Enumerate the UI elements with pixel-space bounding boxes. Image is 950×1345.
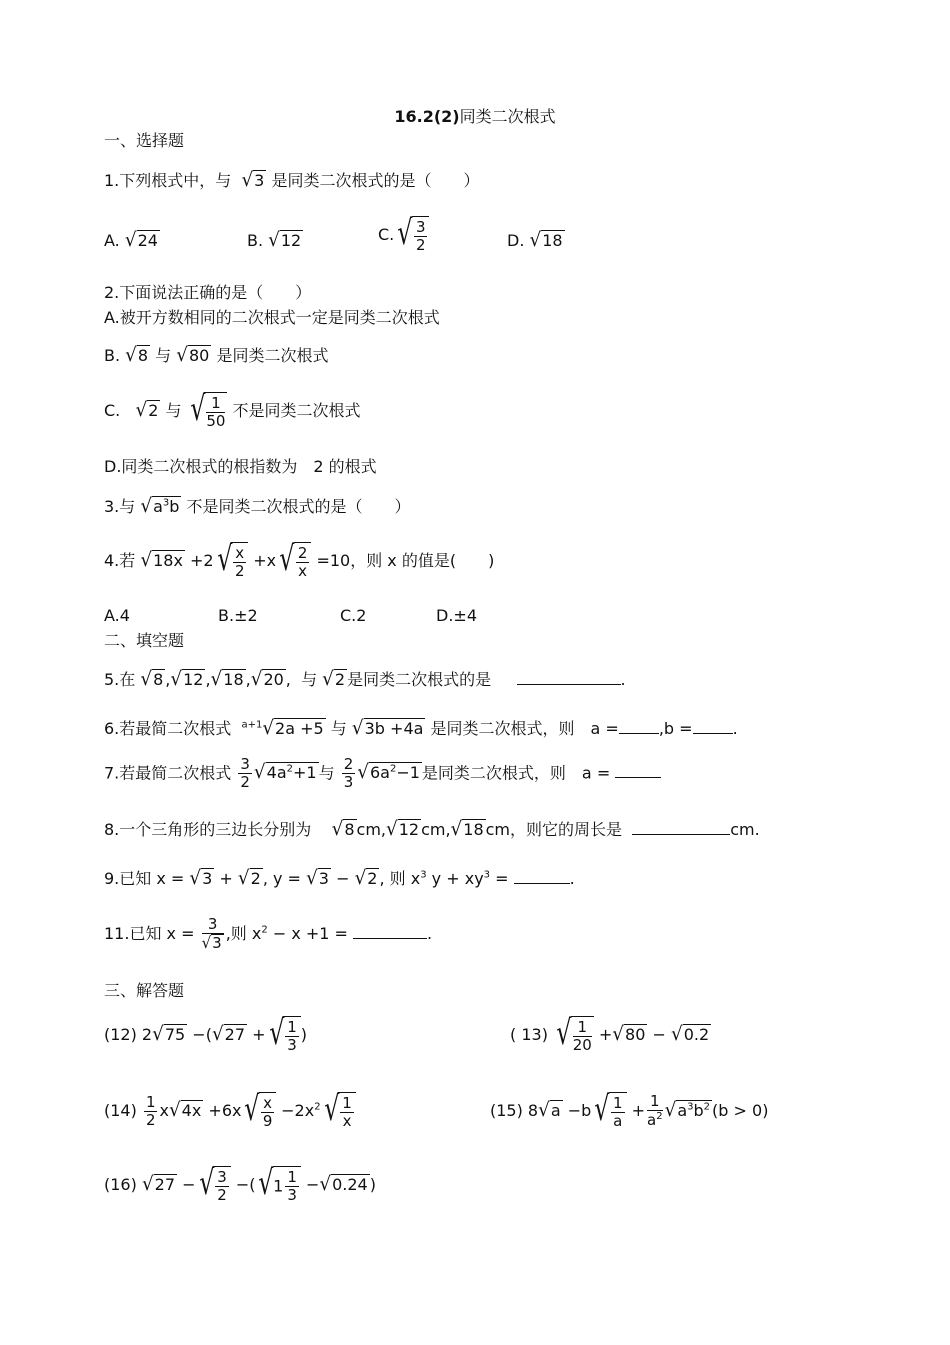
question-4: 4.若 √18x +2 √ $\frac{x}{2}$ +x √ $\frac{2}{x}$ =10，则 x 的值是( ) [104,539,495,581]
section-heading-fill: 二、填空题 [104,631,185,650]
q9-answer-blank[interactable] [514,871,570,884]
q7-answer-blank[interactable] [615,765,661,778]
question-8: 8.一个三角形的三边长分别为 √8 cm,√12 cm,√18 cm，则它的周长是 cm. [104,818,760,841]
question-7: 7.若最简二次根式 $\frac{3}{2}$ $√4a^2+1$ 与 $\frac{2}{3}$ $√6a^2-1$ 是同类二次根式，则 a = [104,756,661,792]
q2-option-a[interactable]: A.被开方数相同的二次根式一定是同类二次根式 [104,308,440,327]
question-9: 9.已知 x = √3 + √2 , y = √3 − √2 , 则 $x^3$ $y + xy^3$ = . [104,867,575,890]
q1-option-b[interactable]: B. √12 [247,229,302,252]
page-title: 16.2(2)同类二次根式 [394,107,556,126]
q2-option-c[interactable]: C. √2 与 √ $\frac{1}{50}$ 不是同类二次根式 [104,389,361,431]
question-11: 11.已知 x = $\frac{3}{√3}$ ,则 $x^2 - x +1$ = . [104,915,433,953]
q1-option-c[interactable]: C. √ $\frac{3}{2}$ [378,216,429,255]
question-15: (15) 8√a −b √ $\frac{1}{a}$ + $\frac{1}{a^2}$ $√a^3b^2$ (b > 0) [490,1089,769,1131]
q11-answer-blank[interactable] [353,926,427,939]
q2-option-d[interactable]: D.同类二次根式的根指数为 2 的根式 [104,457,377,476]
q5-answer-blank[interactable] [517,672,621,685]
q2-option-b[interactable]: B. √8 与 √80 是同类二次根式 [104,344,329,367]
q4-option-c[interactable]: C.2 [340,606,367,625]
q4-option-d[interactable]: D.±4 [436,606,477,625]
question-1: 1.下列根式中，与 √3 是同类二次根式的是（ ） [104,169,480,192]
question-6: 6.若最简二次根式 $^{a+1}$√2a +5 与 √3b +4a 是同类二次根式，则 a = ,b = . [104,717,738,740]
q8-answer-blank[interactable] [632,822,730,835]
question-2: 2.下面说法正确的是（ ） [104,283,312,302]
section-heading-choice: 一、选择题 [104,131,185,150]
q4-option-a[interactable]: A.4 [104,606,130,625]
q1-option-d[interactable]: D. √18 [507,229,563,252]
question-5: 5.在 √8 ,√12 ,√18 ,√20 , 与 √2 是同类二次根式的是 . [104,668,626,691]
question-16: (16) √27 − √ $\frac{3}{2}$ −( √ 1 $\frac{1}{3}$ −√0.24 ) [104,1163,376,1205]
question-14: (14) $\frac{1}{2}$ x√4x +6x √ $\frac{x}{9}$ $-2x^2$ √ $\frac{1}{x}$ [104,1092,356,1131]
question-3: 3.与 $√a^3b$ 不是同类二次根式的是（ ） [104,495,411,518]
section-heading-solve: 三、解答题 [104,981,185,1000]
question-13: ( 13) √ $\frac{1}{20}$ +√80 − √0.2 [510,1013,710,1055]
q1-option-a[interactable]: A. √24 [104,229,158,252]
question-12: (12) 2√75 −(√27 + √ $\frac{1}{3}$ ) [104,1013,307,1055]
q6-a-blank[interactable] [619,721,659,734]
q4-option-b[interactable]: B.±2 [218,606,258,625]
q6-b-blank[interactable] [693,721,733,734]
